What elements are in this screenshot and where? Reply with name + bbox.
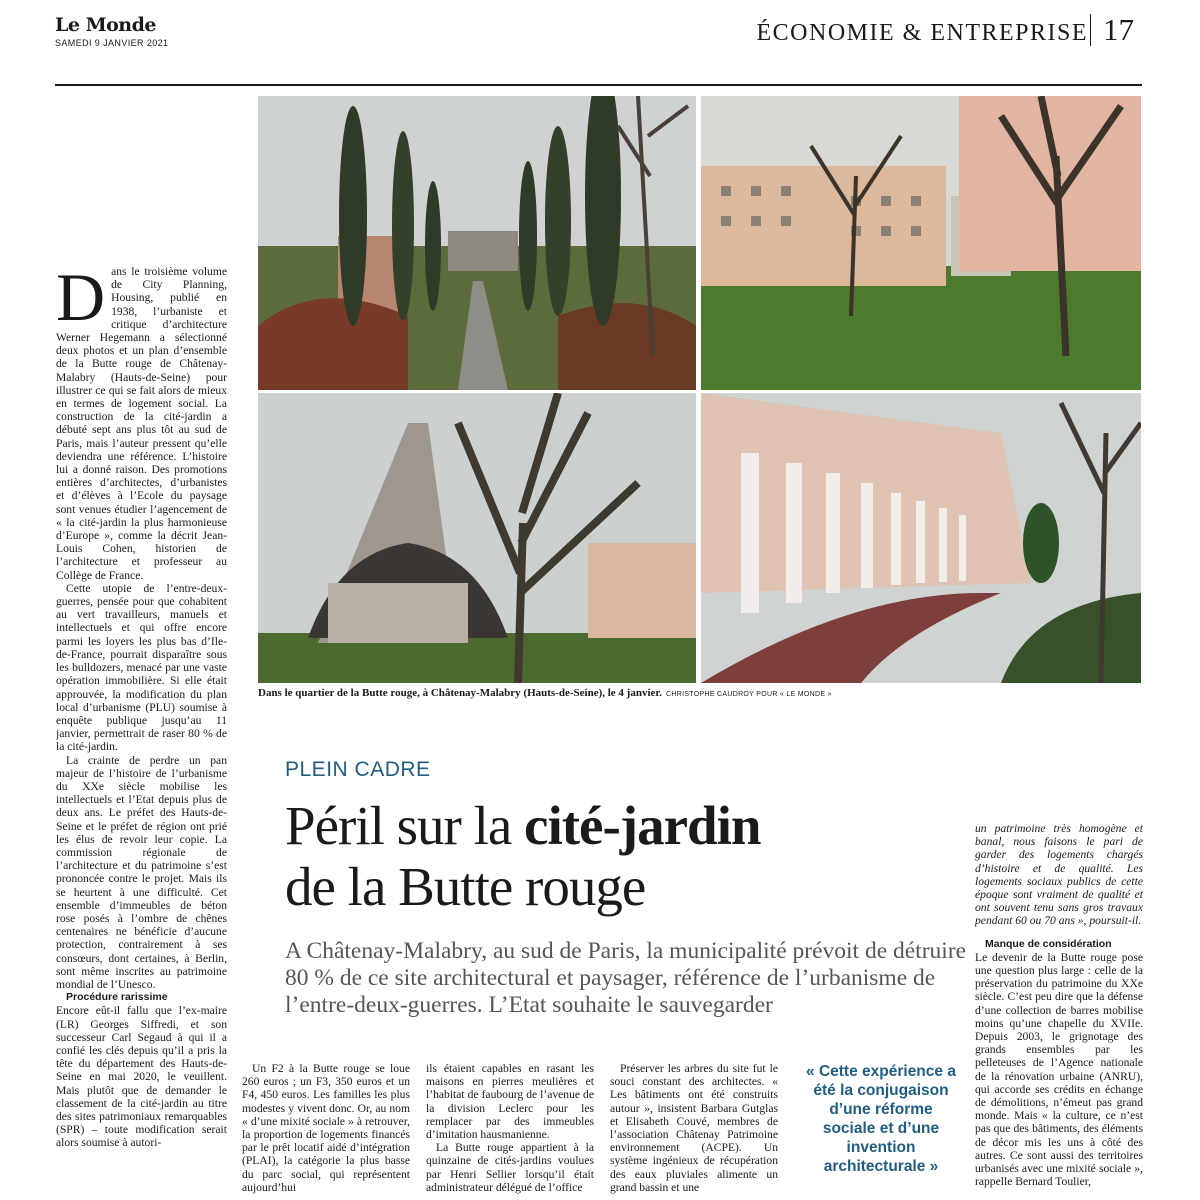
col1-para-2: Cette utopie de l’entre-deux-guerres, pensée pour que cohabitent au vert travailleurs, manuels et intellectuels et qui offre encore parmi les loyers les plus bas d’Ile-de-France, pourrait disparaître sous les bulldozers, menacé par une vaste opération immobilière. Si elle était approuvée, la modification du plan local d’urbanisme (PLU) soumise à enquête publique jusqu’au 11 janvier, permettrait de raser 80 % de la cité-jardin. xyxy=(56,581,227,754)
headline-part-1: Péril sur la xyxy=(285,795,525,856)
header-divider xyxy=(1090,14,1091,46)
column-3 xyxy=(426,1062,594,1200)
pull-quote: « Cette expérience a été la conjugaison d’une réforme sociale et d’une invention architecturale » xyxy=(806,1063,956,1175)
issue-date: SAMEDI 9 JANVIER 2021 xyxy=(55,38,169,48)
column-2 xyxy=(242,1062,410,1200)
photo-cypress-path xyxy=(258,96,696,390)
col2-para-1: Un F2 à la Butte rouge se loue 260 euros ; un F3, 350 euros et un F4, 450 euros. Les familles les plus modestes y vivent donc. Or, au nom « d’une mixité sociale » à retrouver, la proportion de logements financés par le prêt locatif aidé d’intégration (PLAI), la catégorie la plus basse du parc social, qui représentent aujourd’hui xyxy=(242,1062,410,1194)
subhead-procedure: Procédure rarissime xyxy=(66,991,168,1004)
column-5 xyxy=(975,822,1143,1200)
article-kicker: PLEIN CADRE xyxy=(285,758,431,781)
col1-para-3: La crainte de perdre un pan majeur de l’histoire de l’urbanisme du XXe siècle mobilise les intellectuels et l’Etat depuis plus de deux ans. Le préfet des Hauts-de-Seine et le préfet de région ont prié les élus de revoir leur copie. La commission régionale de l’architecture et du patrimoine s’est prononcée contre le projet. Mais ils se heurtent à une difficulté. Cet ensemble d’immeubles de béton rose posés à l’ombre de chênes centenaires ne bénéficie d’aucune protection, contrairement à ses consœurs, dont certaines, à Berlin, sont même inscrites au patrimoine mondial de l’Unesco. xyxy=(56,753,227,991)
photo-caption xyxy=(258,687,1148,699)
col4-para-1: Préserver les arbres du site fut le souci constant des architectes. « Les bâtiments ont été construits autour », insistent Barbara Gutglas et Elisabeth Couvé, membres de l’association Châtenay Patrimoine environnement (ACPE). Un système ingénieux de récupération des eaux pluviales alimente un grand bassin et une xyxy=(610,1062,778,1194)
subhead-consideration: Manque de considération xyxy=(985,937,1112,950)
photo-curved-colonnade xyxy=(701,393,1141,683)
page-number: 17 xyxy=(1103,12,1134,47)
drop-cap: D xyxy=(56,265,106,335)
photo-church-oak xyxy=(258,393,696,683)
col1-para-1: ans le troisième volume de City Planning, Housing, publié en 1938, l’urbaniste et critique d’architecture Werner Hegemann a sélectionné deux photos et un plan d’ensemble de la Butte rouge de Châtenay-Malabry (Hauts-de-Seine) pour illustrer ce qui se fait alors de mieux en termes de logement social. La construction de la cité-jardin a débuté sept ans plus tôt au sud de Paris, mais l’auteur pressent qu’elle deviendra une référence. L’histoire lui a donné raison. Des promotions entières d’architectes, d’urbanistes et d’élèves à l’Ecole du paysage sont venues étudier l’agencement de « la cité-jardin la plus harmonieuse d’Europe », comme la décrit Jean-Louis Cohen, historien de l’architecture et professeur au Collège de France. xyxy=(56,265,227,582)
headline-part-2: de la Butte rouge xyxy=(285,856,646,917)
photo-pink-buildings xyxy=(701,96,1141,390)
column-4 xyxy=(610,1062,778,1200)
col3-para-2: La Butte rouge appartient à la quinzaine de cités-jardins voulues par Henri Sellier lorsqu’il était administrateur délégué de l’office xyxy=(426,1141,594,1194)
header-rule xyxy=(55,84,1142,86)
col3-para-1: ils étaient capables en rasant les maisons en pierres meulières et l’habitat de faubourg de l’avenue de la division Leclerc pour les remplacer par des immeubles d’imitation hausmanienne. xyxy=(426,1062,594,1142)
section-title: ÉCONOMIE & ENTREPRISE xyxy=(756,20,1088,46)
photo-credit: CHRISTOPHE CAUDROY POUR « LE MONDE » xyxy=(666,691,832,698)
article-standfirst: A Châtenay-Malabry, au sud de Paris, la municipalité prévoit de détruire 80 % de ce site architectural et paysager, référence de l’urbanisme de l’entre-deux-guerres. L’Etat souhaite le sauvegarder xyxy=(285,938,967,1018)
col1-para-4: Encore eût-il fallu que l’ex-maire (LR) Georges Siffredi, et son successeur Carl Segaud à qui il a confié les clés depuis qu’il a pris la tête du département des Hauts-de-Seine en mai 2020, le veuillent. Mais plutôt que de demander le classement de la cité-jardin au titre des sites patrimoniaux remarquables (SPR) – toute modification serait alors soumise à autori- xyxy=(56,1004,227,1150)
caption-text: Dans le quartier de la Butte rouge, à Châtenay-Malabry (Hauts-de-Seine), le 4 janvier. xyxy=(258,687,663,699)
headline-bold: cité-jardin xyxy=(524,795,761,856)
col5-para-top: un patrimoine très homogène et banal, nous faisons le pari de garder des logements chargés d’histoire et de qualité. Les logements sociaux publics de cette époque sont vraiment de qualité et ont souvent tenu sans gros travaux pendant 60 ou 70 ans », poursuit-il. xyxy=(975,822,1143,928)
col5-para-1: Le devenir de la Butte rouge pose une question plus large : celle de la préservation du patrimoine du XXe siècle. C’est peu dire que la défense d’une collection de barres mobilise moins qu’une chapelle du XVIIe. Depuis 2003, le grignotage des grands ensembles par les pelleteuses de l’Agence nationale de la rénovation urbaine (ANRU), qui accorde ses crédits en échange de démolitions, n’émeut pas grand monde. Mais « la culture, ce n’est pas que des bâtiments, des éléments de décor mis les uns à côté des autres. Ce sont aussi des territoires urbanisés avec une mixité sociale », rappelle Bernard Toulier, xyxy=(975,950,1143,1189)
article-headline xyxy=(285,795,965,917)
column-1 xyxy=(56,265,227,1200)
masthead-logo: Le Monde xyxy=(55,14,156,36)
